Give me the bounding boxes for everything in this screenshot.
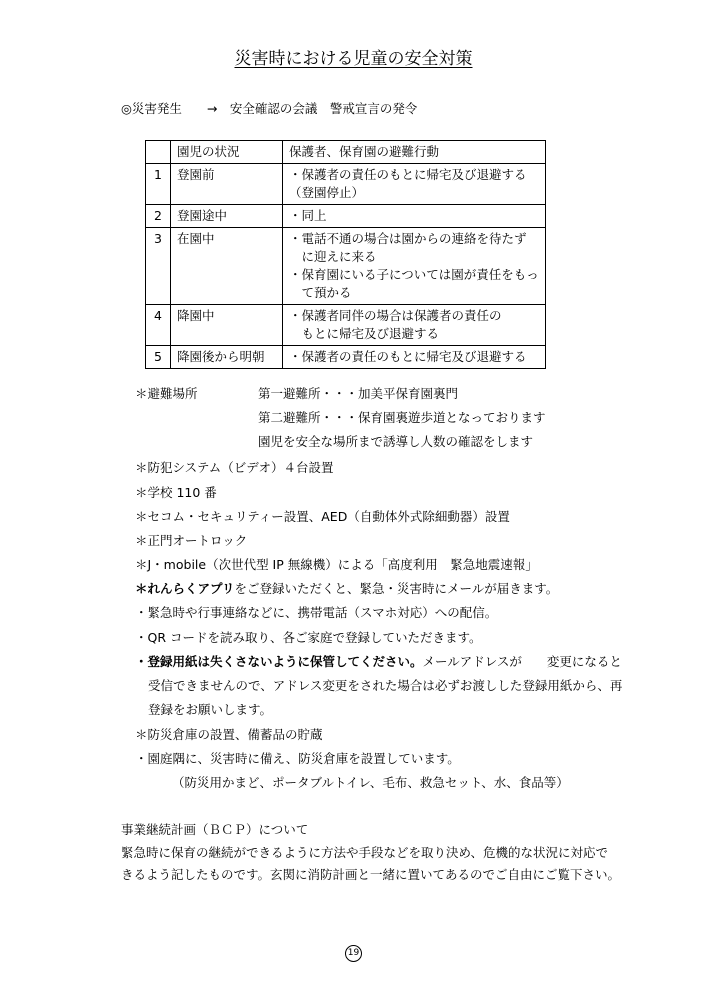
gate-autolock: ＊正門オートロック [135,533,248,548]
qr-registration: ・QR コードを読み取り、各ご家庭で登録していただきます。 [135,630,482,645]
row-action: ・保護者同伴の場合は保護者の責任の もとに帰宅及び退避する [283,305,546,346]
row-number: 5 [146,346,171,369]
evacuation-site-2: 第二避難所・・・保育園裏遊歩道となっております [258,410,546,425]
row-number: 4 [146,305,171,346]
row-state: 登園前 [171,164,283,205]
secom-aed: ＊セコム・セキュリティー設置、AED（自動体外式除細動器）設置 [135,509,510,524]
evacuation-site-1: 第一避難所・・・加美平保育園裏門 [258,386,459,401]
row-action: ・保護者の責任のもとに帰宅及び退避する [283,346,546,369]
bcp-description [121,842,631,886]
evacuation-label: ＊避難場所 [135,386,198,401]
page-number [0,944,707,962]
storage-detail: ・園庭隅に、災害時に備え、防災倉庫を設置しています。 [135,751,460,766]
row-number: 3 [146,228,171,305]
evacuation-procedure: 園児を安全な場所まで誘導し人数の確認をします [258,434,534,449]
row-state: 降園中 [171,305,283,346]
contact-app-text: をご登録いただくと、緊急・災害時にメールが届きます。 [234,581,559,596]
disaster-storage: ＊防災倉庫の設置、備蓄品の貯蔵 [135,727,323,742]
contact-app-name: ＊れんらくアプリ [135,581,235,596]
registration-note [135,653,622,671]
jmobile-alert: ＊J・mobile（次世代型 IP 無線機）による「高度利用 緊急地震速報」 [135,557,538,572]
table-row [146,305,546,346]
mail-delivery: ・緊急時や行事連絡などに、携帯電話（スマホ対応）への配信。 [135,605,498,620]
row-number: 2 [146,205,171,228]
registration-warning: ・登録用紙は失くさないように保管してください。 [135,654,423,669]
table-row [146,164,546,205]
contact-app [135,580,558,598]
bcp-line: 緊急時に保育の継続ができるように方法や手段などを取り決め、危機的な状況に対応で [121,845,609,860]
registration-note-text: メールアドレスが 変更になると [422,654,622,669]
evacuation-table [145,140,546,369]
page-title: 災害時における児童の安全対策 [234,49,473,69]
row-number: 1 [146,164,171,205]
registration-note-cont: 受信できませんので、アドレス変更をされた場合は必ずお渡しした登録用紙から、再 [148,678,623,693]
row-state: 降園後から明朝 [171,346,283,369]
table-header-row [146,141,546,164]
page-number-text: 19 [345,945,362,962]
table-row [146,205,546,228]
registration-note-end: 登録をお願いします。 [148,702,273,717]
table-row [146,346,546,369]
security-cameras: ＊防犯システム（ビデオ）４台設置 [135,460,334,475]
row-state: 在園中 [171,228,283,305]
table-header-state: 園児の状況 [171,141,283,164]
storage-items: （防災用かまど、ポータブルトイレ、毛布、救急セット、水、食品等） [172,775,569,790]
bcp-line: きるよう記したものです。玄関に消防計画と一緒に置いてあるのでご自由にご覧下さい。 [121,867,621,882]
table-row [146,228,546,305]
row-action: ・同上 [283,205,546,228]
table-header-action: 保護者、保育園の避難行動 [283,141,546,164]
row-action: ・電話不通の場合は園からの連絡を待たず に迎えに来る ・保育園にいる子については園が責任をもっ て預かる [283,228,546,305]
row-state: 登園途中 [171,205,283,228]
bcp-heading: 事業継続計画（ＢＣＰ）について [121,822,309,837]
table-header-num [146,141,171,164]
disaster-announcement: ◎災害発生 → 安全確認の会議 警戒宣言の発令 [121,101,418,116]
row-action: ・保護者の責任のもとに帰宅及び退避する （登園停止） [283,164,546,205]
school-110: ＊学校 110 番 [135,485,217,500]
